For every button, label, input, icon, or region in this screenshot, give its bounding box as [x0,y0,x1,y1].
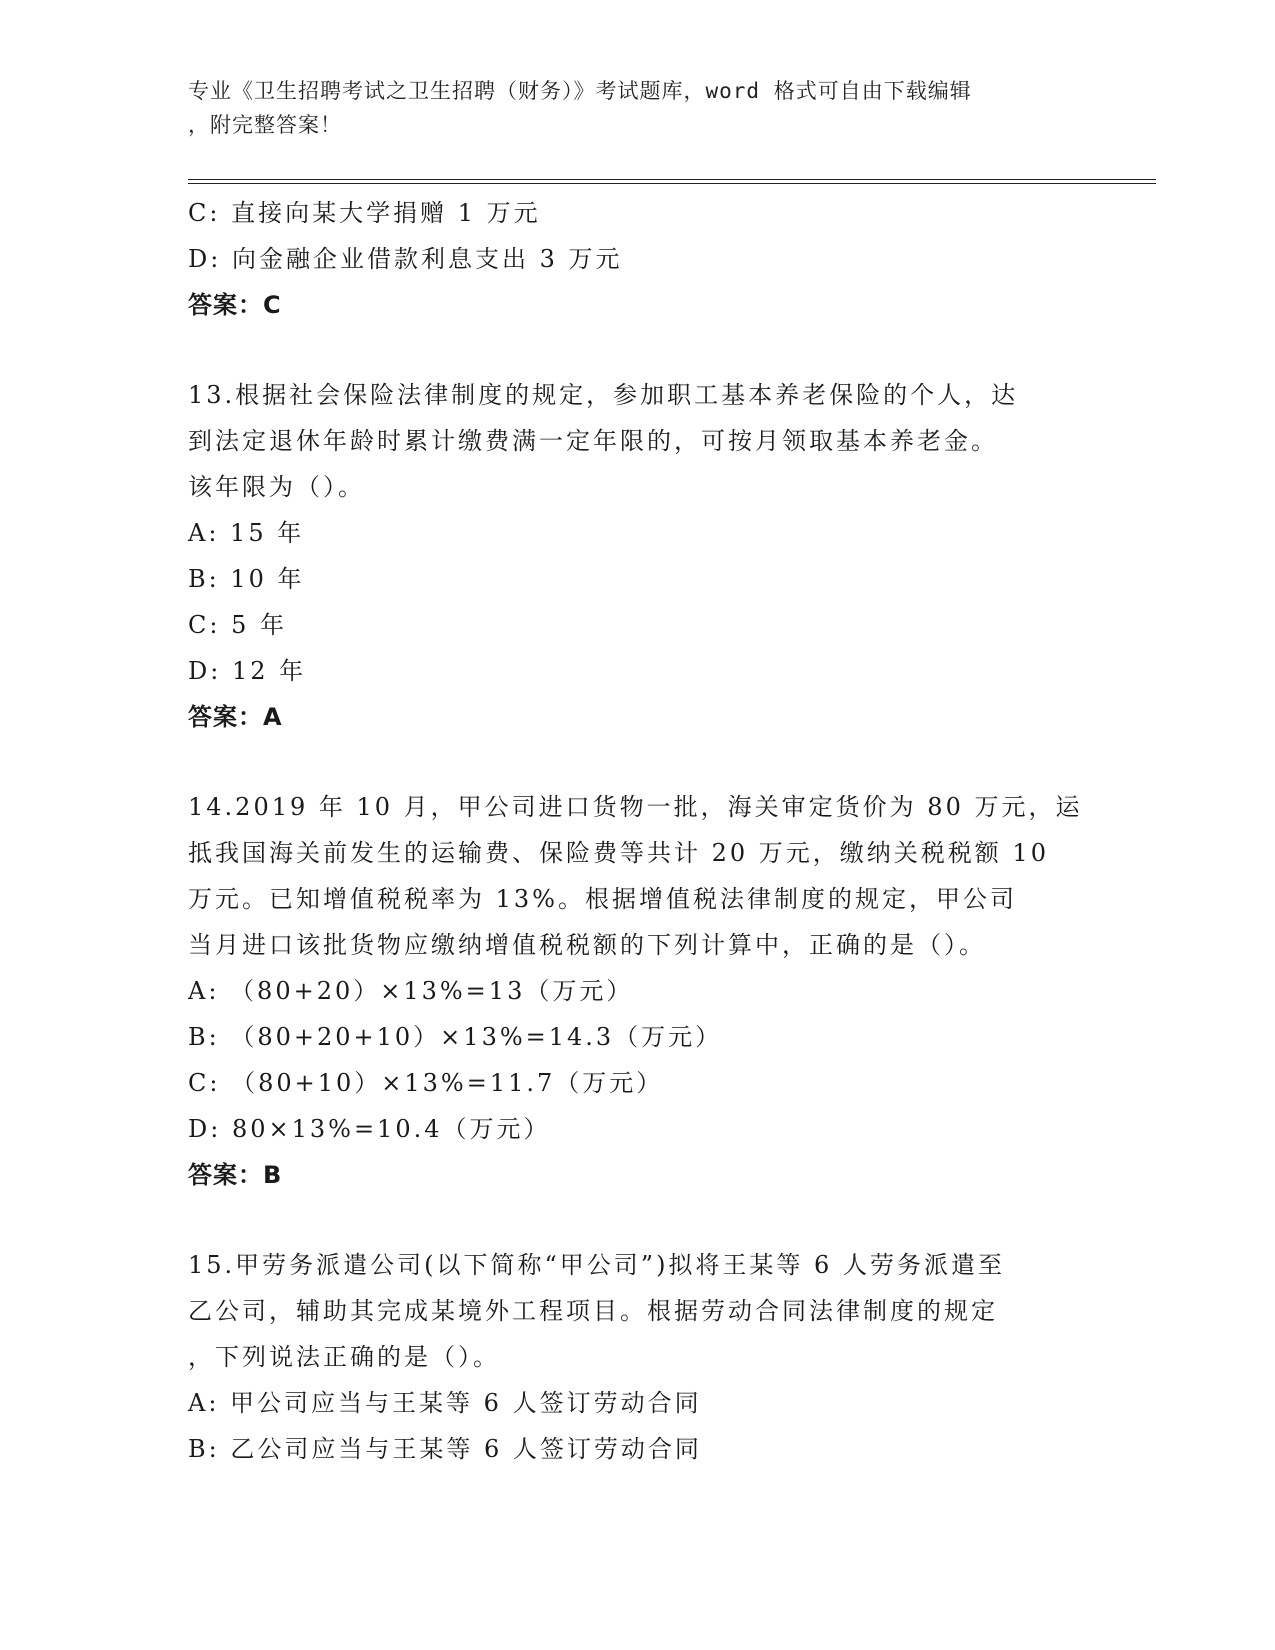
q13-option-b: B: 10 年 [188,565,305,593]
spacer [188,740,1088,784]
q14-answer: 答案：B [188,1161,283,1189]
q12-option-c: C: 直接向某大学捐赠 1 万元 [188,199,541,227]
q14-option-c: C: （80+10）×13%=11.7（万元） [188,1069,664,1097]
header-line-2: ，附完整答案！ [188,113,342,137]
q14-option-a: A: （80+20）×13%=13（万元） [188,977,634,1005]
page-header [188,74,1068,142]
q13-stem-line-2: 到法定退休年龄时累计缴费满一定年限的，可按月领取基本养老金。 [188,427,998,455]
spacer [188,328,1088,372]
q14-stem-line-3: 万元。已知增值税税率为 13%。根据增值税法律制度的规定，甲公司 [188,885,1017,913]
q13-answer: 答案：A [188,703,283,731]
q12-answer: 答案：C [188,291,282,319]
q14-option-d: D: 80×13%=10.4（万元） [188,1115,551,1143]
question-12-tail [188,190,1088,328]
question-content [188,190,1088,1472]
spacer [188,1198,1088,1242]
q15-stem-line-1: 15.甲劳务派遣公司(以下简称“甲公司”)拟将王某等 6 人劳务派遣至 [188,1251,1005,1279]
question-15 [188,1242,1088,1472]
q13-option-d: D: 12 年 [188,657,307,685]
q15-stem-line-3: ，下列说法正确的是（）。 [188,1343,500,1371]
question-14 [188,784,1088,1198]
q13-option-c: C: 5 年 [188,611,287,639]
header-divider-bottom [188,183,1156,184]
q15-option-a: A: 甲公司应当与王某等 6 人签订劳动合同 [188,1389,702,1417]
question-13 [188,372,1088,740]
q15-stem-line-2: 乙公司，辅助其完成某境外工程项目。根据劳动合同法律制度的规定 [188,1297,998,1325]
header-line-1: 专业《卫生招聘考试之卫生招聘（财务）》考试题库，word 格式可自由下载编辑 [188,79,972,103]
q14-stem-line-2: 抵我国海关前发生的运输费、保险费等共计 20 万元，缴纳关税税额 10 [188,839,1049,867]
q14-stem-line-1: 14.2019 年 10 月，甲公司进口货物一批，海关审定货价为 80 万元，运 [188,793,1083,821]
q15-option-b: B: 乙公司应当与王某等 6 人签订劳动合同 [188,1435,702,1463]
q14-stem-line-4: 当月进口该批货物应缴纳增值税税额的下列计算中，正确的是（）。 [188,931,986,959]
q14-option-b: B: （80+20+10）×13%=14.3（万元） [188,1023,723,1051]
q13-stem-line-1: 13.根据社会保险法律制度的规定，参加职工基本养老保险的个人，达 [188,381,1019,409]
q12-option-d: D: 向金融企业借款利息支出 3 万元 [188,245,623,273]
header-divider-top [188,179,1156,180]
q13-option-a: A: 15 年 [188,519,305,547]
q13-stem-line-3: 该年限为（）。 [188,473,365,501]
